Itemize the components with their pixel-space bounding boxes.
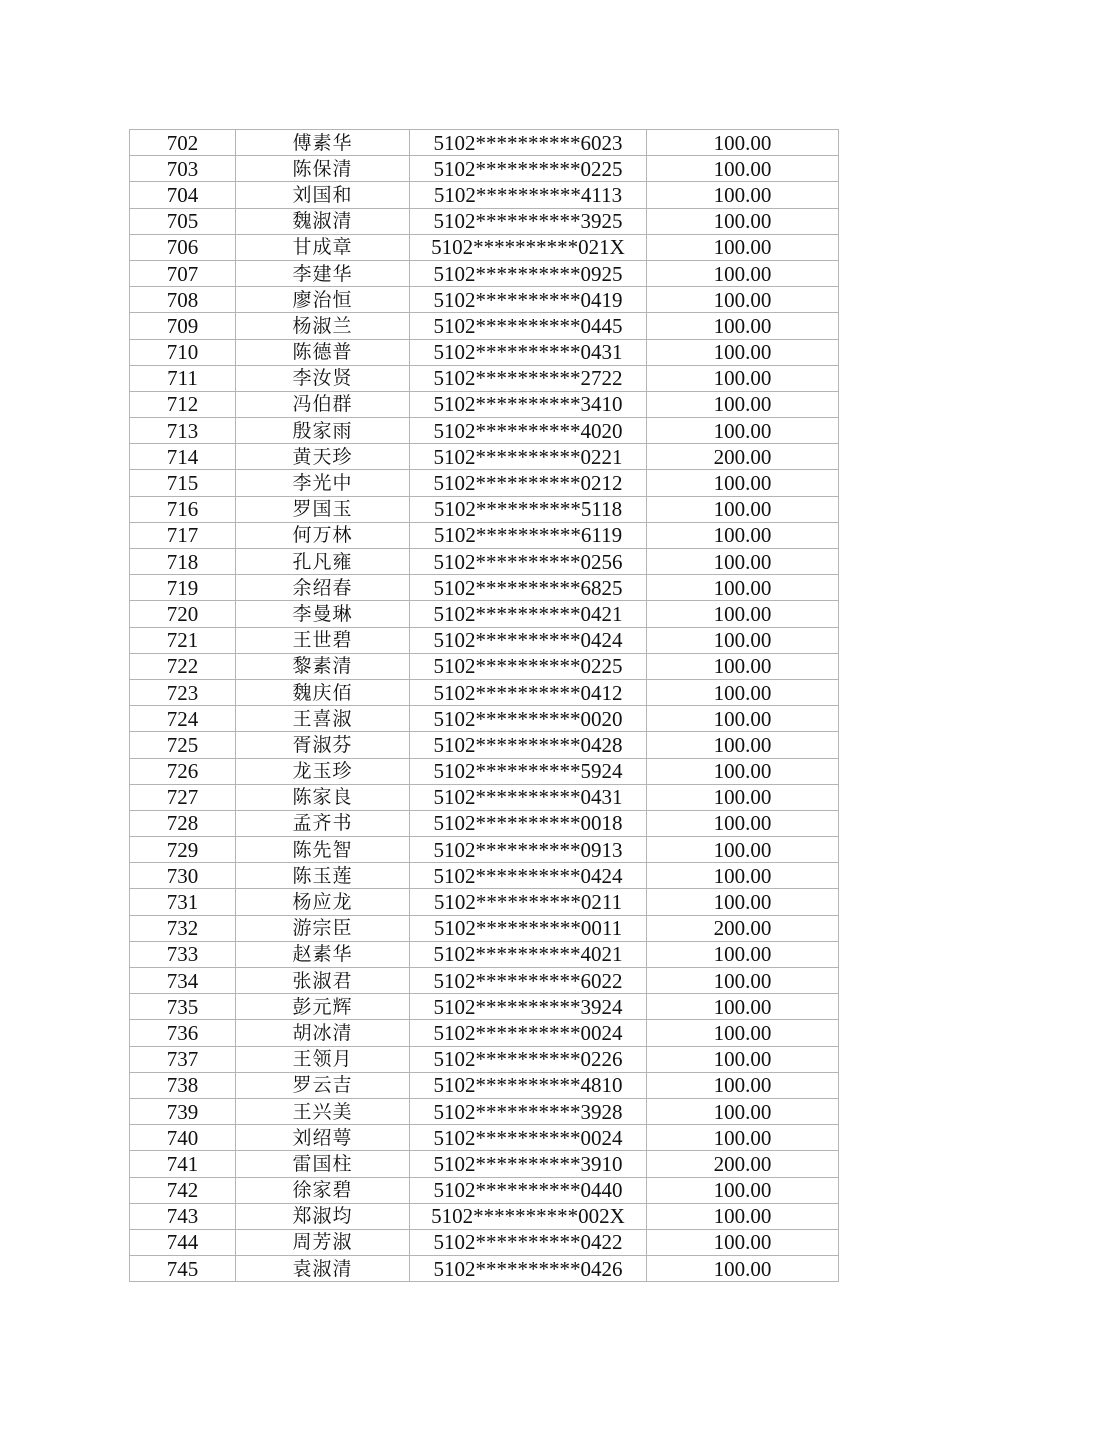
amount-cell: 100.00 [647, 1046, 839, 1072]
table-row [130, 575, 839, 601]
table-row [130, 339, 839, 365]
table-row [130, 810, 839, 836]
amount-cell: 200.00 [647, 915, 839, 941]
name-cell: 李建华 [236, 260, 410, 286]
table-row [130, 915, 839, 941]
id-number-cell: 5102**********0913 [410, 837, 647, 863]
id-number-cell: 5102**********3910 [410, 1151, 647, 1177]
row-number-cell: 737 [130, 1046, 236, 1072]
table-row [130, 758, 839, 784]
id-number-cell: 5102**********0024 [410, 1125, 647, 1151]
name-cell: 王兴美 [236, 1098, 410, 1124]
id-number-cell: 5102**********0212 [410, 470, 647, 496]
name-cell: 杨应龙 [236, 889, 410, 915]
name-cell: 廖治恒 [236, 287, 410, 313]
id-number-cell: 5102**********4113 [410, 182, 647, 208]
id-number-cell: 5102**********6023 [410, 130, 647, 156]
id-number-cell: 5102**********3924 [410, 994, 647, 1020]
table-row [130, 130, 839, 156]
table-row [130, 1151, 839, 1177]
row-number-cell: 736 [130, 1020, 236, 1046]
row-number-cell: 732 [130, 915, 236, 941]
table-row [130, 784, 839, 810]
id-number-cell: 5102**********4020 [410, 418, 647, 444]
name-cell: 胡冰清 [236, 1020, 410, 1046]
table-row [130, 444, 839, 470]
row-number-cell: 743 [130, 1203, 236, 1229]
row-number-cell: 738 [130, 1072, 236, 1098]
row-number-cell: 740 [130, 1125, 236, 1151]
amount-cell: 100.00 [647, 522, 839, 548]
name-cell: 彭元辉 [236, 994, 410, 1020]
id-number-cell: 5102**********4021 [410, 941, 647, 967]
amount-cell: 100.00 [647, 653, 839, 679]
name-cell: 张淑君 [236, 968, 410, 994]
id-number-cell: 5102**********0024 [410, 1020, 647, 1046]
amount-cell: 100.00 [647, 889, 839, 915]
amount-cell: 100.00 [647, 706, 839, 732]
table-row [130, 1203, 839, 1229]
amount-cell: 100.00 [647, 837, 839, 863]
row-number-cell: 720 [130, 601, 236, 627]
row-number-cell: 712 [130, 391, 236, 417]
amount-cell: 100.00 [647, 732, 839, 758]
amount-cell: 100.00 [647, 784, 839, 810]
id-number-cell: 5102**********6825 [410, 575, 647, 601]
table-row [130, 706, 839, 732]
id-number-cell: 5102**********0426 [410, 1256, 647, 1282]
id-number-cell: 5102**********021X [410, 234, 647, 260]
name-cell: 王领月 [236, 1046, 410, 1072]
table-row [130, 968, 839, 994]
table-body [130, 130, 839, 1282]
table-row [130, 470, 839, 496]
table-row [130, 653, 839, 679]
row-number-cell: 721 [130, 627, 236, 653]
row-number-cell: 742 [130, 1177, 236, 1203]
table-row [130, 260, 839, 286]
table-row [130, 889, 839, 915]
table-row [130, 391, 839, 417]
id-number-cell: 5102**********0211 [410, 889, 647, 915]
amount-cell: 100.00 [647, 1256, 839, 1282]
table-row [130, 418, 839, 444]
table-row [130, 208, 839, 234]
amount-cell: 100.00 [647, 1098, 839, 1124]
amount-cell: 100.00 [647, 130, 839, 156]
table-row [130, 994, 839, 1020]
amount-cell: 100.00 [647, 496, 839, 522]
row-number-cell: 703 [130, 156, 236, 182]
row-number-cell: 741 [130, 1151, 236, 1177]
amount-cell: 100.00 [647, 549, 839, 575]
amount-cell: 100.00 [647, 234, 839, 260]
id-number-cell: 5102**********6119 [410, 522, 647, 548]
id-number-cell: 5102**********0431 [410, 339, 647, 365]
row-number-cell: 731 [130, 889, 236, 915]
row-number-cell: 717 [130, 522, 236, 548]
amount-cell: 100.00 [647, 1203, 839, 1229]
amount-cell: 100.00 [647, 627, 839, 653]
name-cell: 徐家碧 [236, 1177, 410, 1203]
amount-cell: 100.00 [647, 863, 839, 889]
id-number-cell: 5102**********6022 [410, 968, 647, 994]
name-cell: 孟齐书 [236, 810, 410, 836]
id-number-cell: 5102**********0419 [410, 287, 647, 313]
name-cell: 王喜淑 [236, 706, 410, 732]
id-number-cell: 5102**********3410 [410, 391, 647, 417]
name-cell: 陈德普 [236, 339, 410, 365]
id-number-cell: 5102**********0428 [410, 732, 647, 758]
amount-cell: 100.00 [647, 601, 839, 627]
row-number-cell: 714 [130, 444, 236, 470]
name-cell: 何万林 [236, 522, 410, 548]
id-number-cell: 5102**********0018 [410, 810, 647, 836]
table-row [130, 549, 839, 575]
id-number-cell: 5102**********0440 [410, 1177, 647, 1203]
amount-cell: 100.00 [647, 260, 839, 286]
name-cell: 王世碧 [236, 627, 410, 653]
id-number-cell: 5102**********0421 [410, 601, 647, 627]
row-number-cell: 711 [130, 365, 236, 391]
id-number-cell: 5102**********0431 [410, 784, 647, 810]
name-cell: 李汝贤 [236, 365, 410, 391]
name-cell: 刘国和 [236, 182, 410, 208]
id-number-cell: 5102**********0422 [410, 1229, 647, 1255]
id-number-cell: 5102**********0221 [410, 444, 647, 470]
id-number-cell: 5102**********4810 [410, 1072, 647, 1098]
table-row [130, 627, 839, 653]
row-number-cell: 704 [130, 182, 236, 208]
table-row [130, 182, 839, 208]
table-row [130, 156, 839, 182]
id-number-cell: 5102**********0226 [410, 1046, 647, 1072]
amount-cell: 100.00 [647, 391, 839, 417]
table-row [130, 1046, 839, 1072]
table-row [130, 941, 839, 967]
id-number-cell: 5102**********3928 [410, 1098, 647, 1124]
table-row [130, 365, 839, 391]
row-number-cell: 739 [130, 1098, 236, 1124]
amount-cell: 100.00 [647, 418, 839, 444]
name-cell: 刘绍萼 [236, 1125, 410, 1151]
row-number-cell: 713 [130, 418, 236, 444]
table-row [130, 601, 839, 627]
amount-cell: 100.00 [647, 313, 839, 339]
row-number-cell: 730 [130, 863, 236, 889]
name-cell: 周芳淑 [236, 1229, 410, 1255]
name-cell: 陈玉莲 [236, 863, 410, 889]
name-cell: 魏淑清 [236, 208, 410, 234]
row-number-cell: 708 [130, 287, 236, 313]
id-number-cell: 5102**********5924 [410, 758, 647, 784]
row-number-cell: 710 [130, 339, 236, 365]
table-row [130, 863, 839, 889]
row-number-cell: 702 [130, 130, 236, 156]
name-cell: 郑淑均 [236, 1203, 410, 1229]
name-cell: 陈家良 [236, 784, 410, 810]
row-number-cell: 733 [130, 941, 236, 967]
table-row [130, 287, 839, 313]
row-number-cell: 716 [130, 496, 236, 522]
table-row [130, 1098, 839, 1124]
amount-cell: 100.00 [647, 941, 839, 967]
row-number-cell: 715 [130, 470, 236, 496]
amount-cell: 100.00 [647, 156, 839, 182]
row-number-cell: 734 [130, 968, 236, 994]
row-number-cell: 722 [130, 653, 236, 679]
table-row [130, 1072, 839, 1098]
name-cell: 龙玉珍 [236, 758, 410, 784]
id-number-cell: 5102**********0225 [410, 653, 647, 679]
name-cell: 李光中 [236, 470, 410, 496]
amount-cell: 100.00 [647, 182, 839, 208]
row-number-cell: 707 [130, 260, 236, 286]
amount-cell: 100.00 [647, 810, 839, 836]
name-cell: 黎素清 [236, 653, 410, 679]
amount-cell: 100.00 [647, 994, 839, 1020]
name-cell: 傅素华 [236, 130, 410, 156]
name-cell: 罗云吉 [236, 1072, 410, 1098]
name-cell: 胥淑芬 [236, 732, 410, 758]
amount-cell: 100.00 [647, 1229, 839, 1255]
id-number-cell: 5102**********5118 [410, 496, 647, 522]
id-number-cell: 5102**********0011 [410, 915, 647, 941]
table-row [130, 837, 839, 863]
row-number-cell: 744 [130, 1229, 236, 1255]
name-cell: 冯伯群 [236, 391, 410, 417]
name-cell: 孔凡雍 [236, 549, 410, 575]
name-cell: 陈保清 [236, 156, 410, 182]
id-number-cell: 5102**********0424 [410, 863, 647, 889]
name-cell: 魏庆佰 [236, 679, 410, 705]
amount-cell: 100.00 [647, 339, 839, 365]
table-row [130, 1229, 839, 1255]
amount-cell: 100.00 [647, 287, 839, 313]
row-number-cell: 706 [130, 234, 236, 260]
name-cell: 雷国柱 [236, 1151, 410, 1177]
id-number-cell: 5102**********0225 [410, 156, 647, 182]
amount-cell: 100.00 [647, 208, 839, 234]
subsidy-table [129, 129, 839, 1282]
row-number-cell: 745 [130, 1256, 236, 1282]
row-number-cell: 729 [130, 837, 236, 863]
amount-cell: 100.00 [647, 1072, 839, 1098]
amount-cell: 100.00 [647, 1177, 839, 1203]
row-number-cell: 726 [130, 758, 236, 784]
amount-cell: 100.00 [647, 1125, 839, 1151]
table-row [130, 313, 839, 339]
name-cell: 李曼琳 [236, 601, 410, 627]
row-number-cell: 718 [130, 549, 236, 575]
table-row [130, 679, 839, 705]
row-number-cell: 723 [130, 679, 236, 705]
table-row [130, 1256, 839, 1282]
table-row [130, 1125, 839, 1151]
row-number-cell: 705 [130, 208, 236, 234]
amount-cell: 200.00 [647, 1151, 839, 1177]
table-row [130, 522, 839, 548]
id-number-cell: 5102**********002X [410, 1203, 647, 1229]
row-number-cell: 719 [130, 575, 236, 601]
name-cell: 罗国玉 [236, 496, 410, 522]
amount-cell: 100.00 [647, 575, 839, 601]
amount-cell: 100.00 [647, 1020, 839, 1046]
id-number-cell: 5102**********0925 [410, 260, 647, 286]
name-cell: 袁淑清 [236, 1256, 410, 1282]
name-cell: 陈先智 [236, 837, 410, 863]
id-number-cell: 5102**********0424 [410, 627, 647, 653]
id-number-cell: 5102**********0020 [410, 706, 647, 732]
name-cell: 游宗臣 [236, 915, 410, 941]
amount-cell: 200.00 [647, 444, 839, 470]
name-cell: 甘成章 [236, 234, 410, 260]
row-number-cell: 724 [130, 706, 236, 732]
row-number-cell: 735 [130, 994, 236, 1020]
table-row [130, 234, 839, 260]
row-number-cell: 727 [130, 784, 236, 810]
amount-cell: 100.00 [647, 758, 839, 784]
name-cell: 殷家雨 [236, 418, 410, 444]
id-number-cell: 5102**********0445 [410, 313, 647, 339]
table-row [130, 1020, 839, 1046]
name-cell: 黄天珍 [236, 444, 410, 470]
amount-cell: 100.00 [647, 679, 839, 705]
id-number-cell: 5102**********2722 [410, 365, 647, 391]
table-row [130, 496, 839, 522]
amount-cell: 100.00 [647, 470, 839, 496]
id-number-cell: 5102**********3925 [410, 208, 647, 234]
table-row [130, 1177, 839, 1203]
amount-cell: 100.00 [647, 968, 839, 994]
id-number-cell: 5102**********0412 [410, 679, 647, 705]
id-number-cell: 5102**********0256 [410, 549, 647, 575]
row-number-cell: 725 [130, 732, 236, 758]
table-row [130, 732, 839, 758]
row-number-cell: 709 [130, 313, 236, 339]
name-cell: 赵素华 [236, 941, 410, 967]
row-number-cell: 728 [130, 810, 236, 836]
name-cell: 杨淑兰 [236, 313, 410, 339]
amount-cell: 100.00 [647, 365, 839, 391]
name-cell: 余绍春 [236, 575, 410, 601]
